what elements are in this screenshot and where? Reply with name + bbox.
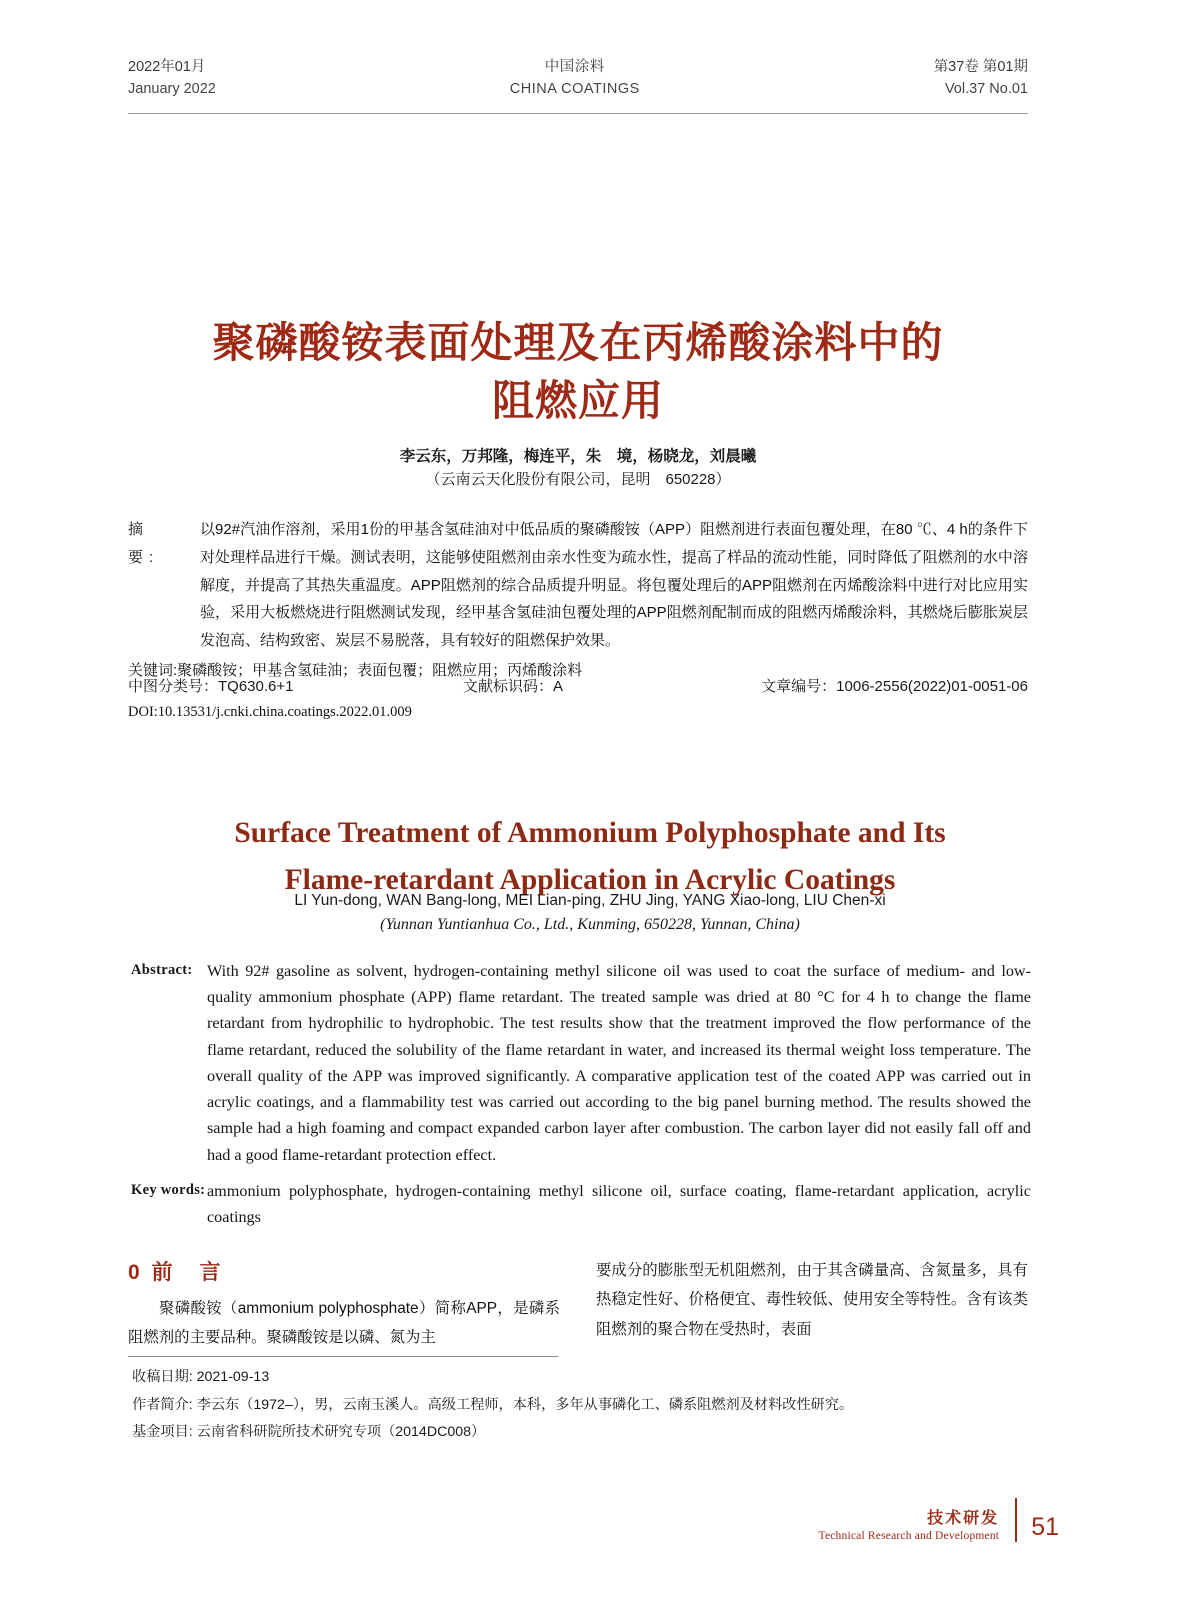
abstract-cn: [128, 516, 1028, 685]
clc-number: 中图分类号：TQ630.6+1: [128, 678, 294, 695]
keywords-en-text: ammonium polyphosphate, hydrogen-containing methyl silicone oil, surface coating, flame-retardant application, acrylic coatings: [207, 1181, 1031, 1227]
abstract-en-label: Abstract:: [131, 962, 193, 978]
footer-section-cn: 技术研发: [927, 1510, 1000, 1528]
abstract-en-text: With 92# gasoline as solvent, hydrogen-containing methyl silicone oil was used to coat the surface of medium- and low-quality ammonium phosphate (APP) flame retardant. The treated sample was dried at 80 °C for 4 h to change the flame retardant from hydrophilic to hydrophobic. The test results show that the treatment improved the flow performance of the flame retardant, reduced the solubility of the flame retardant in water, and increased its thermal weight loss temperature. The overall quality of the APP was improved significantly. A comparative application test of the coated APP was carried out in acrylic coatings, and a flammability test was carried out according to the big panel burning method. The results showed the sample had a high foaming and compact expanded carbon layer after combustion. The carbon layer did not easily fall off and had a good flame-retardant protection effect.: [207, 962, 1031, 1164]
section-heading: [128, 1256, 560, 1286]
section-title: 前 言: [151, 1261, 224, 1284]
body-column-right: [596, 1256, 1028, 1352]
page-title-en-line2: Flame-retardant Application in Acrylic Coatings: [284, 863, 896, 896]
running-head-date: [128, 56, 216, 101]
journal-name-en: CHINA COATINGS: [509, 81, 640, 98]
abstract-cn-label: 摘 要:: [128, 521, 171, 566]
journal-name-cn: 中国涂料: [544, 59, 605, 75]
authors-en: LI Yun-dong, WAN Bang-long, MEI Lian-ping, ZHU Jing, YANG Xiao-long, LIU Chen-xi: [294, 892, 886, 909]
running-head-journal: [510, 56, 640, 101]
footnotes: [132, 1364, 1012, 1447]
affiliation-cn: （云南云天化股份有限公司，昆明 650228）: [425, 471, 731, 488]
page-number: 51: [1031, 1513, 1059, 1541]
footer-divider-bar: [1015, 1498, 1017, 1542]
footnote-author-bio: 作者简介: 李云东（1972–），男，云南玉溪人。高级工程师，本科，多年从事磷化工、磷系阻燃剂及材料改性研究。: [132, 1396, 854, 1413]
article-metadata-row: [128, 674, 1028, 700]
page-title-cn-line2: 阻燃应用: [491, 377, 664, 425]
page-title-cn-line1: 聚磷酸铵表面处理及在丙烯酸涂料中的: [212, 319, 944, 367]
running-head: [128, 56, 1028, 101]
body-columns: [128, 1256, 1028, 1352]
page-title-cn: [128, 314, 1028, 430]
abstract-en-row: [131, 958, 1031, 1168]
running-head-date-en: January 2022: [128, 81, 216, 98]
keywords-cn-text: 聚磷酸铵；甲基含氢硅油；表面包覆；阻燃应用；丙烯酸涂料: [177, 661, 583, 679]
section-number: 0: [128, 1261, 143, 1284]
running-head-date-cn: 2022年01月: [128, 59, 206, 75]
running-head-divider: [128, 113, 1028, 114]
document-code: 文献标识码：A: [463, 678, 564, 695]
page-footer: [819, 1498, 1059, 1542]
abstract-cn-text: 以92#汽油作溶剂，采用1份的甲基含氢硅油对中低品质的聚磷酸铵（APP）阻燃剂进行表面包覆处理，在80 ℃、4 h的条件下对处理样品进行干燥。测试表明，这能够使阻燃剂由亲水性变为疏水性，提高了样品的流动性能，同时降低了阻燃剂的水中溶解度，并提高了其热失重温度。APP阻燃剂的综合品质提升明显。将包覆处理后的APP阻燃剂在丙烯酸涂料中进行对比应用实验，采用大板燃烧进行阻燃测试发现，经甲基含氢硅油包覆处理的APP阻燃剂配制而成的阻燃丙烯酸涂料，其燃烧后膨胀炭层发泡高、结构致密、炭层不易脱落，具有较好的阻燃保护效果。: [200, 521, 1028, 649]
running-head-volume: [934, 56, 1028, 101]
footnote-received: 收稿日期: 2021-09-13: [132, 1369, 270, 1385]
page-title-en-line1: Surface Treatment of Ammonium Polyphosphate and Its: [234, 817, 946, 850]
authors-cn: 李云东，万邦隆，梅连平，朱 境，杨晓龙，刘晨曦: [399, 448, 757, 465]
body-paragraph-right: 要成分的膨胀型无机阻燃剂，由于其含磷量高、含氮量多，具有热稳定性好、价格便宜、毒性较低、使用安全等特性。含有该类阻燃剂的聚合物在受热时，表面: [596, 1262, 1028, 1338]
keywords-en-row: [131, 1178, 1031, 1230]
keywords-en-label: Key words:: [131, 1181, 206, 1198]
doi: DOI:10.13531/j.cnki.china.coatings.2022.01.009: [128, 704, 412, 720]
footnote-divider: [128, 1356, 558, 1357]
keywords-cn-label: 关键词:: [128, 661, 178, 679]
footer-section-label: [819, 1509, 1000, 1542]
page-title-en: [150, 810, 1030, 902]
volume-en: Vol.37 No.01: [944, 81, 1028, 98]
article-id: 文章编号：1006-2556(2022)01-0051-06: [761, 678, 1028, 695]
body-paragraph-left: 聚磷酸铵（ammonium polyphosphate）简称APP，是磷系阻燃剂的主要品种。聚磷酸铵是以磷、氮为主: [128, 1300, 560, 1347]
article-metadata-cn: [128, 674, 1028, 700]
footer-section-en: Technical Research and Development: [818, 1530, 1000, 1542]
footnote-funding: 基金项目: 云南省科研院所技术研究专项（2014DC008）: [132, 1424, 486, 1441]
abstract-en: [131, 958, 1031, 1240]
volume-cn: 第37卷 第01期: [933, 59, 1028, 75]
affiliation-en: (Yunnan Yuntianhua Co., Ltd., Kunming, 650228, Yunnan, China): [380, 916, 800, 933]
abstract-cn-row: [128, 516, 1028, 655]
body-column-left: [128, 1256, 560, 1352]
